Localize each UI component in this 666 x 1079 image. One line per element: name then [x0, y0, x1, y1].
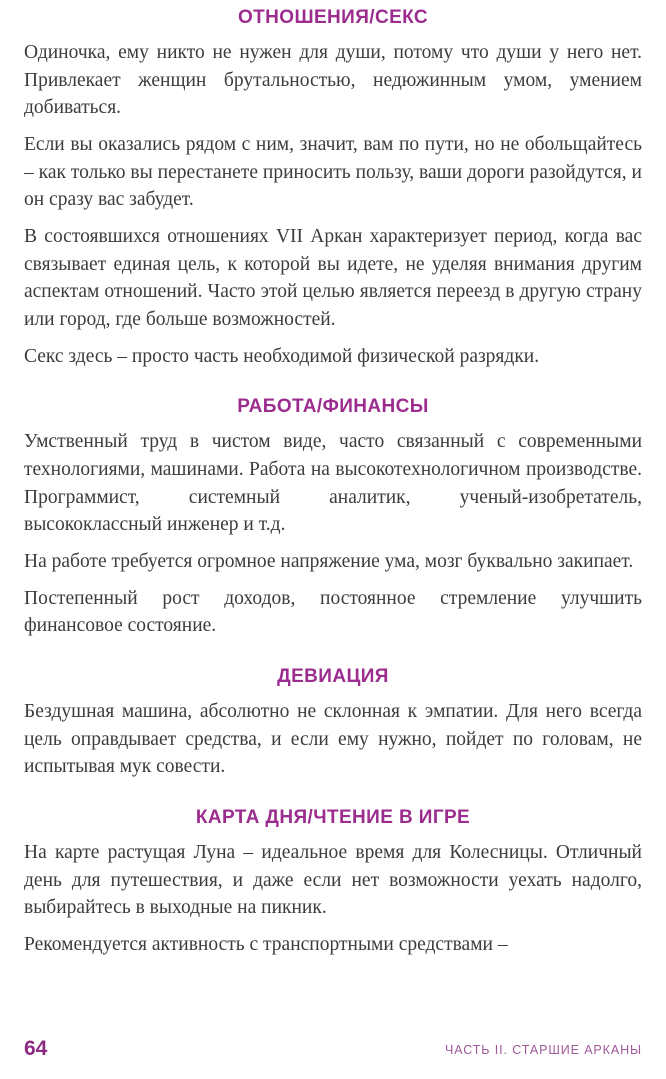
paragraph: Одиночка, ему никто не нужен для души, потому что души у него нет. Привлекает женщин брутальностью, недюжинным умом, умением добиваться. — [24, 41, 642, 119]
paragraph: В состоявшихся отношениях VII Аркан характеризует период, когда вас связывает единая цель, к которой вы идете, не уделяя внимания другим аспектам отношений. Часто этой целью является переезд в другую страну или город, где больше возможностей. — [24, 226, 642, 331]
paragraph: На карте растущая Луна – идеальное время для Колесницы. Отличный день для путешествия, и даже если нет возможности уехать надолго, выбирайтесь в выходные на пикник. — [24, 842, 642, 919]
section-heading-relationships: ОТНОШЕНИЯ/СЕКС — [237, 7, 429, 28]
footer-running-title: ЧАСТЬ II. СТАРШИЕ АРКАНЫ — [445, 1043, 642, 1057]
section-heading-card-of-the-day: КАРТА ДНЯ/ЧТЕНИЕ В ИГРЕ — [195, 807, 471, 829]
paragraph: Если вы оказались рядом с ним, значит, вам по пути, но не обольщайтесь – как только вы перестанете приносить пользу, ваши дороги разойдутся, и он сразу вас забудет. — [24, 133, 642, 211]
paragraph: Секс здесь – просто часть необходимой физической разрядки. — [24, 345, 540, 367]
section-heading-deviation: ДЕВИАЦИЯ — [277, 666, 389, 688]
page-footer — [0, 1015, 666, 1079]
paragraph: На работе требуется огромное напряжение ума, мозг буквально закипает. — [24, 551, 634, 573]
section-heading-work-finance: РАБОТА/ФИНАНСЫ — [237, 396, 429, 418]
paragraph: Постепенный рост доходов, постоянное стремление улучшить финансовое состояние. — [24, 587, 642, 637]
page-number: 64 — [24, 1037, 48, 1060]
paragraph: Рекомендуется активность с транспортными средствами – — [24, 934, 508, 956]
paragraph: Бездушная машина, абсолютно не склонная к эмпатии. Для него всегда цель оправдывает средства, и если ему нужно, пойдет по головам, не испытывая мук совести. — [24, 701, 642, 778]
paragraph: Умственный труд в чистом виде, часто связанный с современными технологиями, машинами. Работа на высокотехнологичном производстве. Программист, системный аналитик, ученый-изобретатель, высококлассный инженер и т.д. — [24, 431, 642, 536]
